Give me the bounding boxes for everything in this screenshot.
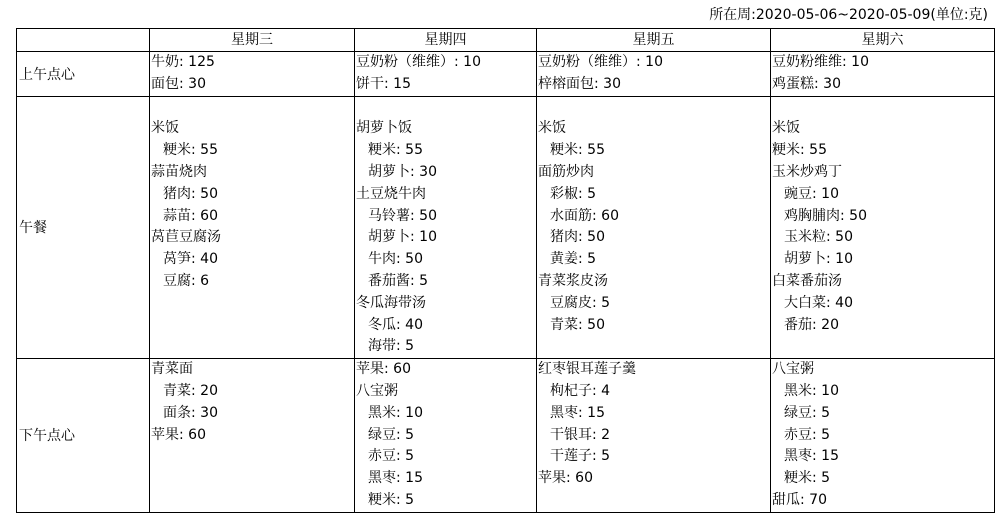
ingredient-line: 胡萝卜: 10 (784, 251, 853, 268)
menu-cell (355, 52, 537, 97)
menu-cell (150, 359, 355, 513)
ingredient-line: 粳米: 5 (784, 470, 831, 487)
ingredient-line: 猪肉: 50 (550, 229, 605, 246)
ingredient-line: 干莲子: 5 (550, 448, 611, 465)
corner-cell (17, 29, 150, 52)
ingredient-line: 黑米: 10 (368, 404, 423, 421)
ingredient-line: 豆腐皮: 5 (550, 294, 611, 311)
ingredient-line: 赤豆: 5 (784, 426, 831, 443)
ingredient-line: 粳米: 5 (368, 491, 415, 508)
meal-label: 下午点心 (17, 359, 150, 513)
ingredient-line: 鸡胸脯肉: 50 (784, 207, 867, 224)
menu-cell (355, 359, 537, 513)
menu-cell-lines (537, 359, 770, 490)
ingredient-line: 莴笋: 40 (163, 251, 218, 268)
ingredient-line: 绿豆: 5 (368, 426, 415, 443)
day-header: 星期六 (771, 29, 995, 52)
day-header: 星期四 (355, 29, 537, 52)
dish-line (356, 97, 536, 119)
ingredient-line: 番茄酱: 5 (368, 272, 429, 289)
menu-cell-lines (771, 52, 994, 96)
menu-cell (771, 96, 995, 359)
week-caption: 所在周:2020-05-06~2020-05-09(单位:克) (709, 7, 988, 23)
menu-cell-lines (150, 97, 354, 293)
ingredient-line: 猪肉: 50 (163, 185, 218, 202)
dish-line: 青菜浆皮汤 (538, 272, 608, 289)
menu-cell-lines (150, 359, 354, 446)
dish-line: 八宝粥 (772, 361, 814, 378)
ingredient-line: 粳米: 55 (163, 142, 218, 159)
morning-snack-row (17, 52, 995, 97)
ingredient-line: 玉米粒: 50 (784, 229, 853, 246)
ingredient-line: 蒜苗: 60 (163, 207, 218, 224)
ingredient-line: 粳米: 55 (368, 142, 423, 159)
ingredient-line: 绿豆: 5 (784, 404, 831, 421)
dish-line: 苹果: 60 (356, 361, 411, 378)
ingredient-line: 粳米: 55 (550, 142, 605, 159)
dish-line: 冬瓜海带汤 (356, 294, 426, 311)
ingredient-line: 青菜: 50 (550, 316, 605, 333)
dish-line: 鸡蛋糕: 30 (772, 75, 841, 92)
menu-cell (771, 359, 995, 513)
ingredient-line: 青菜: 20 (163, 382, 218, 399)
ingredient-line: 胡萝卜: 10 (368, 229, 437, 246)
ingredient-line: 干银耳: 2 (550, 426, 611, 443)
ingredient-line: 水面筋: 60 (550, 207, 619, 224)
ingredient-line: 胡萝卜: 30 (368, 163, 437, 180)
dish-line: 豆奶粉（维维）: 10 (538, 54, 663, 70)
dish-line: 八宝粥 (356, 382, 398, 399)
menu-cell (150, 52, 355, 97)
ingredient-line: 黑枣: 15 (550, 404, 605, 421)
menu-cell (771, 52, 995, 97)
ingredient-line: 豆腐: 6 (163, 272, 210, 289)
dish-line: 粳米: 55 (772, 142, 827, 159)
ingredient-line: 番茄: 20 (784, 316, 839, 333)
dish-line: 梓榕面包: 30 (538, 75, 621, 92)
meal-label: 上午点心 (17, 52, 150, 97)
menu-cell-lines (355, 359, 536, 512)
menu-cell (537, 359, 771, 513)
menu-cell (537, 96, 771, 359)
ingredient-line: 大白菜: 40 (784, 294, 853, 311)
menu-cell (355, 96, 537, 359)
dish-line: 饼干: 15 (356, 75, 411, 92)
dish-line: 米饭 (538, 120, 566, 137)
menu-cell-lines (355, 52, 536, 96)
dish-line: 面筋炒肉 (538, 163, 594, 180)
ingredient-line: 黑米: 10 (784, 382, 839, 399)
dish-line: 红枣银耳莲子羹 (538, 361, 636, 378)
menu-cell-lines (537, 52, 770, 96)
header-row (17, 29, 995, 52)
dish-line: 玉米炒鸡丁 (772, 163, 842, 180)
menu-cell-lines (355, 97, 536, 359)
day-header: 星期五 (537, 29, 771, 52)
dish-line (538, 97, 770, 119)
dish-line: 牛奶: 125 (151, 54, 215, 70)
ingredient-line: 黑枣: 15 (368, 470, 423, 487)
meal-label: 午餐 (17, 96, 150, 359)
dish-line: 胡萝卜饭 (356, 120, 412, 137)
menu-cell (537, 52, 771, 97)
ingredient-line: 枸杞子: 4 (550, 382, 611, 399)
ingredient-line: 彩椒: 5 (550, 185, 597, 202)
day-header: 星期三 (150, 29, 355, 52)
dish-line: 白菜番茄汤 (772, 272, 842, 289)
ingredient-line: 冬瓜: 40 (368, 316, 423, 333)
ingredient-line: 黄姜: 5 (550, 251, 597, 268)
menu-cell-lines (771, 97, 994, 337)
weekly-menu-table (16, 28, 995, 513)
dish-line: 豆奶粉维维: 10 (772, 54, 869, 70)
ingredient-line: 马铃薯: 50 (368, 207, 437, 224)
afternoon-snack-row (17, 359, 995, 513)
dish-line: 苹果: 60 (538, 470, 593, 487)
dish-line: 蒜苗烧肉 (151, 163, 207, 180)
menu-cell (150, 96, 355, 359)
dish-line (772, 97, 994, 119)
dish-line (151, 97, 354, 119)
dish-line: 面包: 30 (151, 75, 206, 92)
ingredient-line: 面条: 30 (163, 404, 218, 421)
dish-line: 莴苣豆腐汤 (151, 229, 221, 246)
dish-line: 土豆烧牛肉 (356, 185, 426, 202)
dish-line: 豆奶粉（维维）: 10 (356, 54, 481, 70)
dish-line: 苹果: 60 (151, 426, 206, 443)
ingredient-line: 海带: 5 (368, 338, 415, 355)
dish-line: 米饭 (772, 120, 800, 137)
ingredient-line: 牛肉: 50 (368, 251, 423, 268)
menu-cell-lines (771, 359, 994, 512)
menu-cell-lines (537, 97, 770, 337)
menu-cell-lines (150, 52, 354, 96)
ingredient-line: 豌豆: 10 (784, 185, 839, 202)
ingredient-line: 黑枣: 15 (784, 448, 839, 465)
dish-line: 甜瓜: 70 (772, 491, 827, 508)
dish-line: 米饭 (151, 120, 179, 137)
ingredient-line: 赤豆: 5 (368, 448, 415, 465)
lunch-row (17, 96, 995, 359)
dish-line: 青菜面 (151, 361, 193, 378)
